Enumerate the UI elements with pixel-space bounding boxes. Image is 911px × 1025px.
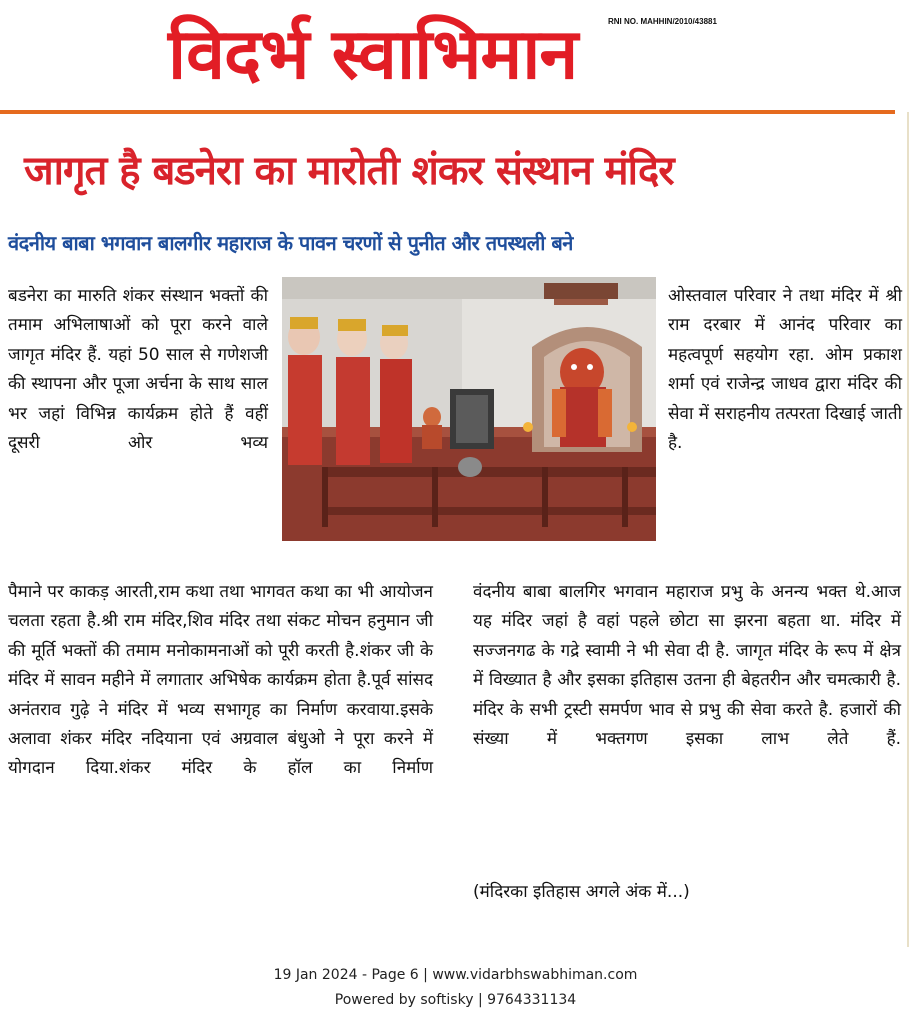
article-text-right-bottom: वंदनीय बाबा बालगिर भगवान महाराज प्रभु के अनन्य भक्त थे.आज यह मंदिर जहां है वहां पहले छोटा सा झरना बहता था. मंदिर में सज्जनगढ के गद्रे स्वामी ने भी सेवा दी है. जागृत मंदिर के रूप में क्षेत्र में विख्यात है और इसका इतिहास उतना ही बेहतरीन और चमत्कारी है. मंदिर के सभी ट्रस्टी समर्पण भाव से प्रभु की सेवा करते है. हजारों की संख्या में भक्तगण इसका लाभ लेते हैं. xyxy=(473,582,901,750)
newspaper-title: विदर्भ स्वाभिमान xyxy=(168,13,578,95)
continuation-note: (मंदिरका इतिहास अगले अंक में...) xyxy=(473,882,690,902)
temple-photo-illustration xyxy=(282,277,656,541)
masthead-divider xyxy=(0,110,895,114)
article-text-right-top: ओस्तवाल परिवार ने तथा मंदिर में श्री राम दरबार में आनंद परिवार का महत्वपूर्ण सहयोग रहा. ओम प्रकाश शर्मा एवं राजेन्द्र जाधव द्वारा मंदिर की सेवा में सराहनीय तत्परता दिखाई जाती है. xyxy=(668,286,902,454)
page-footer xyxy=(0,963,911,1013)
article-subheadline: वंदनीय बाबा भगवान बालगीर महाराज के पावन चरणों से पुनीत और तपस्थली बने xyxy=(8,231,573,255)
masthead xyxy=(0,0,911,118)
article-text-left-top: बडनेरा का मारुति शंकर संस्थान भक्तों की तमाम अभिलाषाओं को पूरा करने वाले जागृत मंदिर हैं. यहां 50 साल से गणेशजी की स्थापना और पूजा अर्चना के साथ साल भर जहां विभिन्न कार्यक्रम होते हैं वहीं दूसरी ओर भव्य xyxy=(8,286,268,454)
temple-photo xyxy=(282,277,656,541)
article-text-left-bottom: पैमाने पर काकड़ आरती,राम कथा तथा भागवत कथा का भी आयोजन चलता रहता है.श्री राम मंदिर,शिव मंदिर तथा संकट मोचन हनुमान जी की मूर्ति भक्तों की तमाम मनोकामनाओं को पूरी करती है.शंकर जी के मंदिर में सावन महीने में लगातार अभिषेक कार्यक्रम होता है.पूर्व सांसद अनंतराव गुढ़े ने मंदिर में भव्य सभागृह का निर्माण करवाया.इसके अलावा शंकर मंदिर नदियाना एवं अग्रवाल बंधुओ ने पूरा करने में योगदान दिया.शंकर मंदिर के हॉल का निर्माण xyxy=(8,582,433,779)
footer-date-page-website: 19 Jan 2024 - Page 6 | www.vidarbhswabhiman.com xyxy=(273,967,638,983)
article-headline: जागृत है बडनेरा का मारोती शंकर संस्थान मंदिर xyxy=(24,148,674,194)
side-divider xyxy=(907,112,909,947)
footer-powered-by: Powered by softisky | 9764331134 xyxy=(334,992,577,1008)
rni-number: RNI NO. MAHHIN/2010/43881 xyxy=(608,17,717,26)
